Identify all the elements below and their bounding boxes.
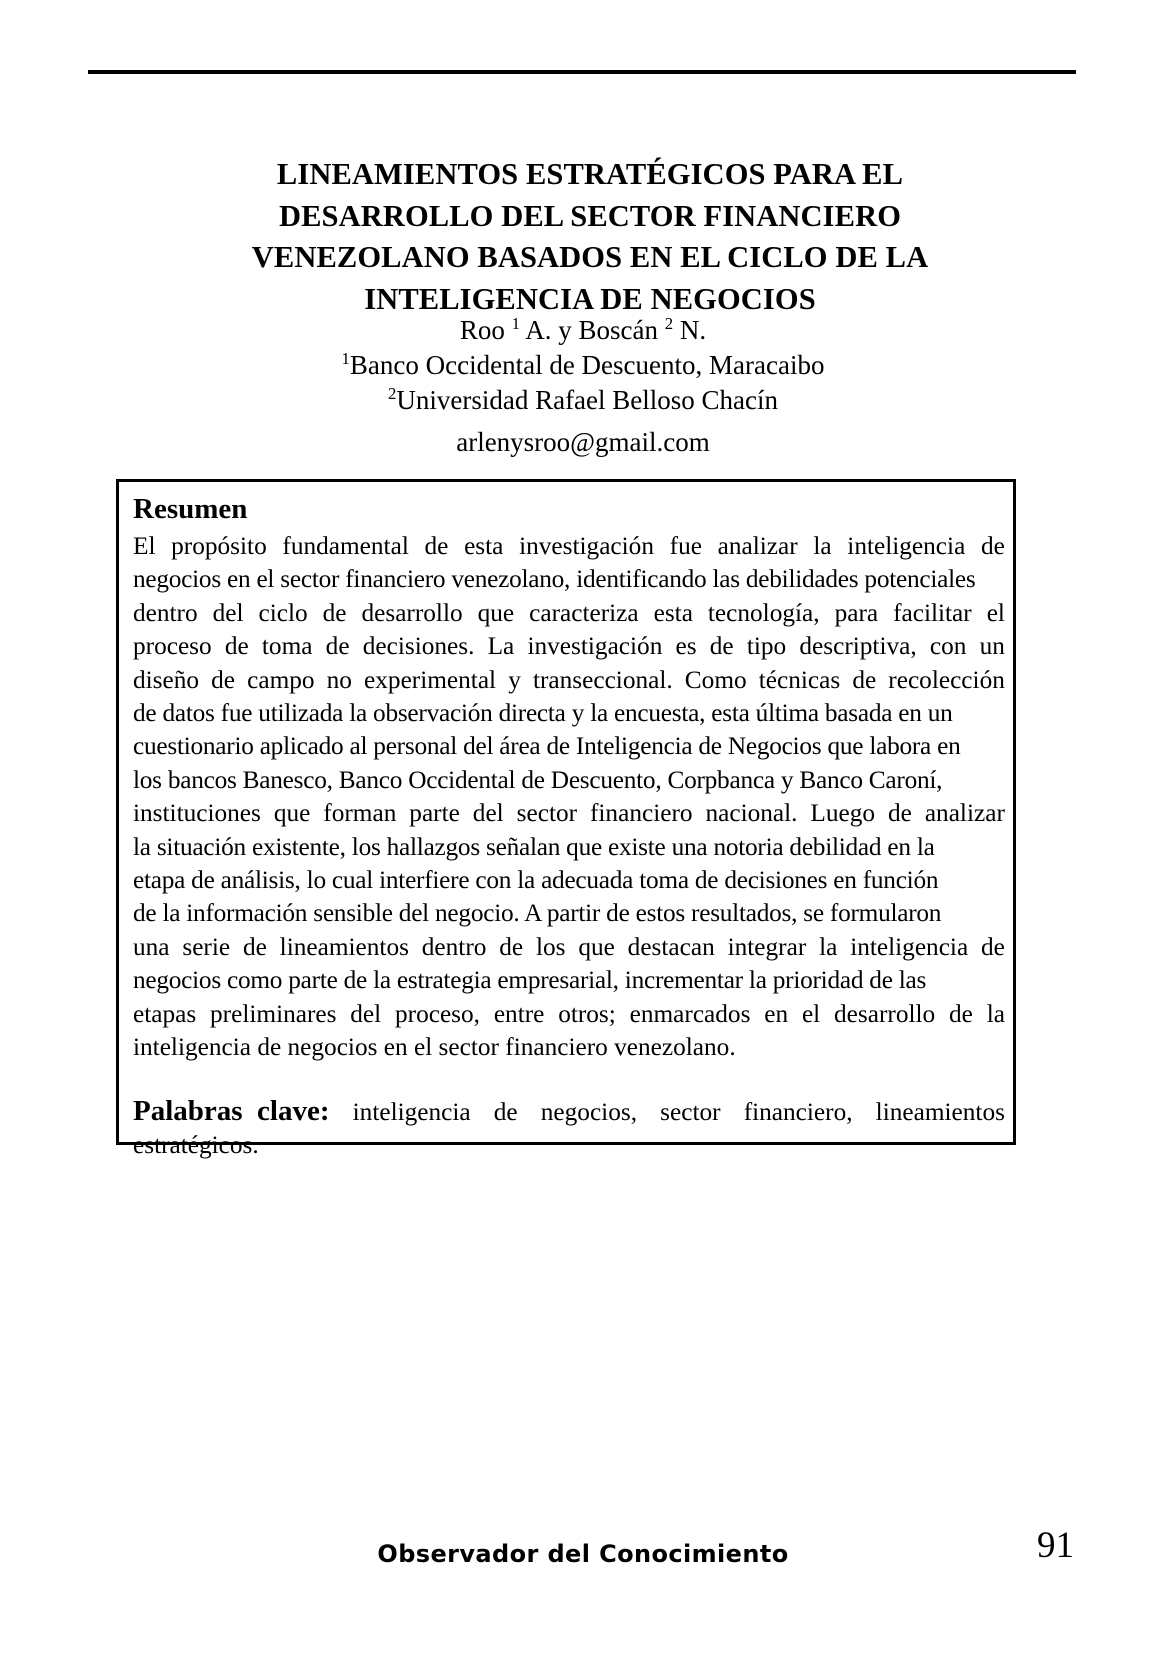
abstract-text — [133, 530, 1005, 1065]
keyword-term: sector — [660, 1097, 721, 1126]
abstract-line — [133, 897, 1005, 930]
abstract-word: esta — [464, 532, 504, 560]
abstract-line — [133, 864, 1005, 897]
keyword-term: de — [493, 1097, 518, 1126]
title-line-2: DESARROLLO DEL SECTOR FINANCIERO — [278, 198, 902, 233]
abstract-word: nacional. — [705, 799, 798, 828]
author-sup-2: 2 — [664, 314, 674, 333]
keyword-term: financiero, — [743, 1097, 853, 1126]
abstract-word: de — [949, 999, 973, 1028]
abstract-word: es — [675, 632, 697, 661]
abstract-word: de — [709, 632, 734, 661]
page-title — [150, 154, 1030, 320]
keyword-term: inteligencia — [352, 1097, 471, 1126]
abstract-word: y — [508, 665, 521, 694]
abstract-line — [133, 697, 1005, 730]
affiliation-sup-1: 1 — [341, 349, 350, 368]
abstract-word: inteligencia — [850, 932, 969, 961]
affiliation-1-text: Banco Occidental de Descuento, Maracaibo — [349, 350, 825, 380]
abstract-word: investigación — [527, 632, 663, 661]
keyword-term: lineamientos — [875, 1097, 1005, 1126]
abstract-word: parte — [409, 799, 460, 828]
abstract-word: en — [764, 999, 789, 1028]
abstract-word: no — [326, 665, 352, 694]
author-byline — [183, 313, 983, 348]
abstract-word: Como — [684, 665, 747, 694]
keywords-line-2: estratégicos. — [133, 1130, 259, 1159]
abstract-word: del — [472, 799, 504, 828]
abstract-word: de — [242, 932, 267, 961]
abstract-line — [133, 630, 1005, 663]
abstract-line — [133, 831, 1005, 864]
author-byline-mid: A. y Boscán — [520, 315, 665, 345]
abstract-word: el — [801, 999, 821, 1028]
abstract-word: lineamientos — [279, 932, 409, 961]
abstract-line — [133, 563, 1005, 596]
abstract-word: proceso — [133, 632, 212, 661]
abstract-word: negocios como parte de la estrategia empresarial, incrementar la prioridad de las — [133, 966, 927, 995]
author-sup-1: 1 — [511, 314, 520, 333]
abstract-word: del — [212, 598, 244, 627]
abstract-word: entre — [493, 999, 545, 1028]
abstract-word: facilitar — [893, 598, 972, 627]
abstract-word: para — [834, 598, 879, 627]
abstract-word: que — [273, 799, 311, 828]
abstract-word: tecnología, — [707, 598, 820, 627]
abstract-word: dentro — [133, 598, 198, 627]
keywords-section — [133, 1095, 1005, 1163]
abstract-word: ciclo — [258, 598, 308, 627]
abstract-word: técnicas — [758, 665, 841, 694]
abstract-word: de — [224, 632, 249, 661]
abstract-word: dentro — [421, 932, 487, 961]
abstract-word: fue — [669, 532, 702, 560]
abstract-word: con — [929, 632, 967, 661]
abstract-line — [133, 998, 1005, 1031]
abstract-word: desarrollo — [834, 999, 936, 1028]
abstract-word: descriptiva, — [799, 632, 917, 661]
abstract-word: los bancos Banesco, Banco Occidental de Descuento, Corpbanca y Banco Caroní, — [133, 765, 943, 794]
abstract-line — [133, 931, 1005, 964]
abstract-word: analizar — [717, 532, 798, 560]
abstract-word: decisiones. — [362, 632, 475, 661]
abstract-word: otros; — [558, 999, 616, 1028]
abstract-word: fundamental — [282, 532, 409, 560]
abstract-word: que — [578, 932, 615, 961]
abstract-word: El — [133, 532, 156, 560]
author-byline-post: N. — [673, 315, 707, 345]
abstract-word: la — [813, 532, 832, 560]
abstract-word: de — [981, 932, 1005, 961]
abstract-word: Luego — [810, 799, 876, 828]
abstract-word: etapa de análisis, lo cual interfiere con la adecuada toma de decisiones en función — [133, 866, 939, 895]
footer-journal-name: Observador del Conocimiento — [377, 1540, 789, 1568]
abstract-word: instituciones — [133, 799, 261, 828]
abstract-word: desarrollo — [361, 598, 463, 627]
abstract-word: forman — [323, 799, 397, 828]
keywords-label: Palabras clave: — [133, 1094, 330, 1127]
abstract-word: de — [325, 632, 350, 661]
abstract-word: etapas — [133, 999, 197, 1028]
abstract-word: de — [211, 665, 236, 694]
abstract-line — [133, 797, 1005, 830]
abstract-word: esta — [653, 598, 693, 627]
keyword-term: negocios, — [540, 1097, 638, 1126]
abstract-word: cuestionario aplicado al personal del área de Inteligencia de Negocios que labora en — [133, 732, 961, 761]
abstract-word: negocios en el sector financiero venezolano, identificando las debilidades potenciales — [133, 565, 976, 594]
affiliation-2 — [183, 383, 983, 418]
abstract-word: el — [986, 598, 1005, 627]
abstract-word: toma — [261, 632, 313, 661]
abstract-word: sector — [516, 799, 578, 828]
abstract-word: tipo — [746, 632, 787, 661]
abstract-line — [133, 730, 1005, 763]
abstract-word: proceso, — [395, 999, 480, 1028]
author-block — [183, 313, 983, 418]
abstract-word: experimental — [364, 665, 497, 694]
abstract-word: los — [535, 932, 566, 961]
abstract-word: la situación existente, los hallazgos señalan que existe una notoria debilidad en la — [133, 832, 935, 861]
abstract-word: analizar — [924, 799, 1005, 828]
abstract-heading: Resumen — [133, 493, 248, 525]
abstract-line — [133, 964, 1005, 997]
header-rule — [88, 70, 1076, 74]
abstract-word: de — [322, 598, 347, 627]
abstract-word: de la información sensible del negocio. A partir de estos resultados, se formularon — [133, 899, 942, 928]
abstract-word: de — [424, 532, 449, 560]
abstract-word: transeccional. — [532, 665, 673, 694]
abstract-word: campo — [247, 665, 315, 694]
author-email: arlenysroo@gmail.com — [456, 427, 710, 457]
abstract-word: la — [986, 999, 1005, 1028]
abstract-word: enmarcados — [629, 999, 751, 1028]
abstract-word: inteligencia — [847, 532, 966, 560]
abstract-line — [133, 530, 1005, 563]
title-line-4: INTELIGENCIA DE NEGOCIOS — [364, 281, 816, 316]
page-number: 91 — [1037, 1525, 1074, 1566]
affiliation-1 — [183, 348, 983, 383]
abstract-word: propósito — [171, 532, 267, 560]
abstract-line — [133, 764, 1005, 797]
title-line-1: LINEAMIENTOS ESTRATÉGICOS PARA EL — [276, 157, 904, 192]
abstract-word: la — [819, 932, 838, 961]
abstract-word: diseño — [133, 665, 200, 694]
affiliation-2-text: Universidad Rafael Belloso Chacín — [396, 385, 779, 415]
title-line-3: VENEZOLANO BASADOS EN EL CICLO DE LA — [251, 240, 929, 275]
affiliation-sup-2: 2 — [387, 384, 397, 403]
abstract-word: serie — [182, 932, 231, 961]
abstract-word: caracteriza — [529, 598, 639, 627]
abstract-word: una — [133, 932, 170, 961]
abstract-word: inteligencia de negocios en el sector financiero venezolano. — [133, 1033, 736, 1062]
abstract-word: recolección — [888, 665, 1005, 694]
abstract-word: del — [350, 999, 382, 1028]
abstract-word: que — [477, 598, 515, 627]
abstract-word: investigación — [519, 532, 654, 560]
abstract-word: de datos fue utilizada la observación directa y la encuesta, esta última basada en un — [133, 699, 953, 728]
abstract-word: de — [499, 932, 524, 961]
abstract-line — [133, 664, 1005, 697]
abstract-word: un — [979, 632, 1005, 661]
abstract-word: de — [888, 799, 912, 828]
abstract-content — [133, 490, 1005, 1162]
abstract-word: de — [980, 532, 1005, 560]
abstract-word: integrar — [727, 932, 807, 961]
abstract-line — [133, 1031, 1005, 1064]
abstract-word: de — [852, 665, 877, 694]
abstract-line — [133, 597, 1005, 630]
abstract-box — [116, 479, 1016, 1159]
abstract-word: La — [487, 632, 515, 661]
author-byline-pre: Roo — [459, 315, 512, 345]
abstract-word: financiero — [589, 799, 693, 828]
keywords-line-1 — [133, 1095, 1005, 1129]
abstract-word: destacan — [627, 932, 715, 961]
abstract-word: preliminares — [210, 999, 337, 1028]
